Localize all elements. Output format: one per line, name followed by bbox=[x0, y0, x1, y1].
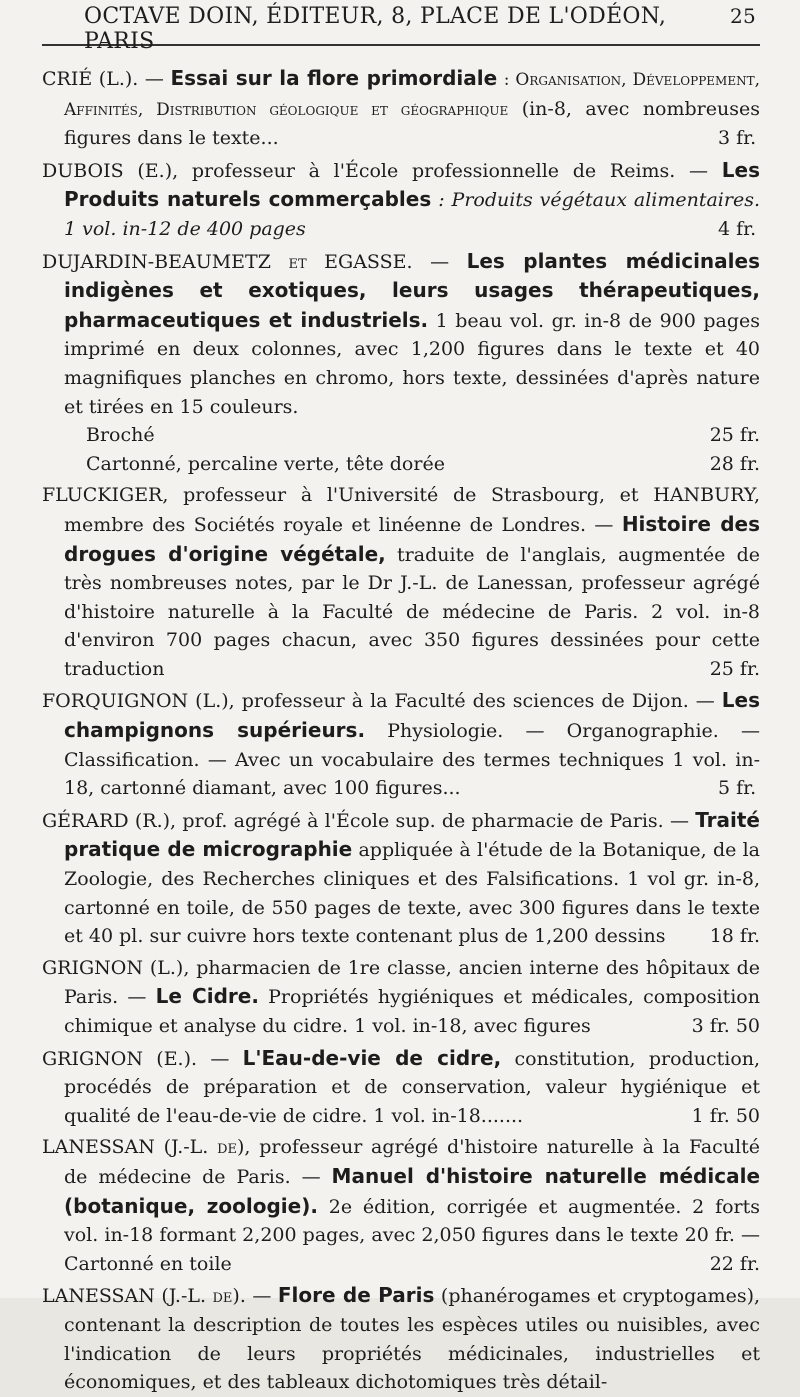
entry-title: L'Eau-de-vie de cidre, bbox=[242, 1045, 502, 1070]
entry-title: Essai sur la flore primordiale bbox=[170, 66, 498, 90]
entry-title: Les plantes médicinales indigènes et exotiques, leurs usages thérapeutiques, pharmaceutiques et industriels. bbox=[64, 248, 760, 332]
entry-price: 3 fr. bbox=[717, 127, 757, 150]
entry-title: Traité pratique de micrographie bbox=[64, 807, 760, 862]
entry-author: DUJARDIN-BEAUMETZ et EGASSE. bbox=[42, 250, 413, 273]
entry-lead: — bbox=[430, 250, 450, 273]
entry-author: CRIÉ (L.). bbox=[42, 68, 139, 90]
entry-price: 5 fr. bbox=[717, 777, 757, 800]
entry-body: traduite de l'anglais, augmentée de très nombreuses notes, par le Dr J.-L. de Lanessan, professeur agrégé d'histoire naturelle à la Faculté de médecine de Paris. 2 vol. in-8 d'environ 700 pages chacun, avec 350 figures dessinées pour cette traduction bbox=[64, 543, 760, 680]
catalog-entry bbox=[42, 686, 760, 802]
entry-title: Flore de Paris bbox=[277, 1283, 435, 1308]
entry-title: Les Produits naturels commerçables bbox=[64, 157, 760, 212]
entry-price: 4 fr. bbox=[717, 217, 757, 240]
catalog-entry bbox=[42, 1133, 760, 1278]
entry-body: (in-8, avec nombreuses figures dans le texte... bbox=[64, 97, 760, 150]
entry-title: Manuel d'histoire naturelle médicale (botanique, zoologie). bbox=[64, 1163, 761, 1218]
entry-price: 1 fr. 50 bbox=[691, 1104, 760, 1127]
catalog-entry bbox=[42, 806, 760, 951]
entry-body: 1 beau vol. gr. in-8 de 900 pages imprimé en deux colonnes, avec 1,200 figures dans le texte et 40 magnifiques planches en chromo, hors texte, dessinées d'après nature et tirées en 15 couleurs. bbox=[64, 309, 760, 418]
price-row-label: Broché bbox=[86, 424, 155, 447]
entry-author: GÉRARD (R.), bbox=[42, 809, 177, 832]
entry-lead: — bbox=[210, 1047, 230, 1070]
entry-body: constitution, production, procédés de préparation et de conservation, valeur hygiénique et qualité de l'eau-de-vie de cidre. 1 vol. in-18....... bbox=[64, 1047, 761, 1127]
catalog-entry bbox=[42, 156, 760, 244]
entry-author: DUBOIS (E.), bbox=[42, 159, 179, 182]
entry-author: LANESSAN (J.-L. de). bbox=[42, 1285, 246, 1308]
entry-body: (phanérogames et cryptogames), contenant la description de toutes les espèces utiles ou nuisibles, avec l'indication de leurs propriétés médicinales, industrielles et économiques, et des tableaux dichotomiques très détail- bbox=[64, 1285, 761, 1394]
catalog-entry bbox=[42, 247, 760, 479]
running-head: OCTAVE DOIN, ÉDITEUR, 8, PLACE DE L'ODÉON, PARIS bbox=[84, 4, 667, 54]
entry-author: GRIGNON (E.). bbox=[42, 1047, 198, 1070]
entry-author: LANESSAN (J.-L. de), bbox=[42, 1136, 251, 1159]
catalog-entry bbox=[42, 1044, 760, 1131]
page-number: 25 bbox=[729, 4, 756, 28]
entry-lead: professeur à l'École professionnelle de Reims. — bbox=[191, 159, 709, 182]
entry-subtitle: : Organisation, Développement, Affinités, Distribution géologique et géographique bbox=[64, 70, 760, 120]
entry-body: Physiologie. — Organographie. — Classification. — Avec un vocabulaire des termes techniques 1 vol. in-18, cartonné diamant, avec 100 figures... bbox=[64, 720, 760, 800]
price-row bbox=[64, 450, 760, 479]
entry-lead: professeur à la Faculté des sciences de Dijon. — bbox=[241, 690, 715, 713]
price-row bbox=[64, 421, 760, 450]
entry-author: FORQUIGNON (L.), bbox=[42, 690, 235, 713]
entry-price: 3 fr. 50 bbox=[691, 1015, 760, 1037]
catalog-entries bbox=[42, 64, 760, 1397]
entry-author: GRIGNON (L.), bbox=[42, 956, 190, 979]
entry-author: FLUCKIGER, bbox=[42, 484, 169, 507]
catalog-entry: CRIÉ (L.). — Essai sur la flore primordiale : Organisation, Développement, Affinités, Distribution géologique et géographique (in-8, avec nombreuses figures dans le texte... 3 fr. bbox=[42, 64, 760, 153]
entry-title: Le Cidre. bbox=[155, 984, 259, 1009]
catalog-entry bbox=[42, 954, 760, 1041]
entry-body: 2e édition, corrigée et augmentée. 2 forts vol. in-18 formant 2,200 pages, avec 2,050 figures dans le texte 20 fr. — Cartonné en toile bbox=[64, 1195, 761, 1275]
entry-title: Les champignons supérieurs. bbox=[64, 688, 760, 743]
entry-lead: — bbox=[252, 1285, 272, 1308]
entry-lead: pharmacien de 1re classe, ancien interne des hôpitaux de Paris. — bbox=[64, 956, 760, 1009]
entry-body: : Produits végétaux alimentaires. 1 vol. in-12 de 400 pages bbox=[64, 189, 760, 240]
entry-body: Propriétés hygiéniques et médicales, composition chimique et analyse du cidre. 1 vol. in-18, avec figures bbox=[64, 986, 760, 1037]
entry-price: 18 fr. bbox=[709, 925, 760, 948]
price-row-label: Cartonné, percaline verte, tête dorée bbox=[86, 452, 445, 475]
entry-lead: professeur à l'Université de Strasbourg, et HANBURY, membre des Sociétés royale et linéenne de Londres. — bbox=[64, 484, 760, 536]
entry-body: appliquée à l'étude de la Botanique, de la Zoologie, des Recherches cliniques et des Falsifications. 1 vol gr. in-8, cartonné en toile, de 550 pages de texte, avec 300 figures dans le texte et 40 pl. sur cuivre hors texte contenant plus de 1,200 dessins bbox=[64, 839, 760, 948]
page-header bbox=[42, 4, 760, 54]
entry-title: Histoire des drogues d'origine végétale, bbox=[64, 511, 760, 566]
price-row-price: 25 fr. bbox=[709, 424, 760, 447]
entry-lead: prof. agrégé à l'École sup. de pharmacie de Paris. — bbox=[182, 809, 689, 832]
price-row-price: 28 fr. bbox=[709, 452, 760, 475]
entry-lead: professeur agrégé d'histoire naturelle à la Faculté de médecine de Paris. — bbox=[64, 1136, 760, 1188]
entry-price: 22 fr. bbox=[709, 1252, 760, 1275]
catalog-entry bbox=[42, 1281, 760, 1396]
entry-price: 25 fr. bbox=[709, 657, 760, 680]
catalog-entry bbox=[42, 481, 760, 683]
